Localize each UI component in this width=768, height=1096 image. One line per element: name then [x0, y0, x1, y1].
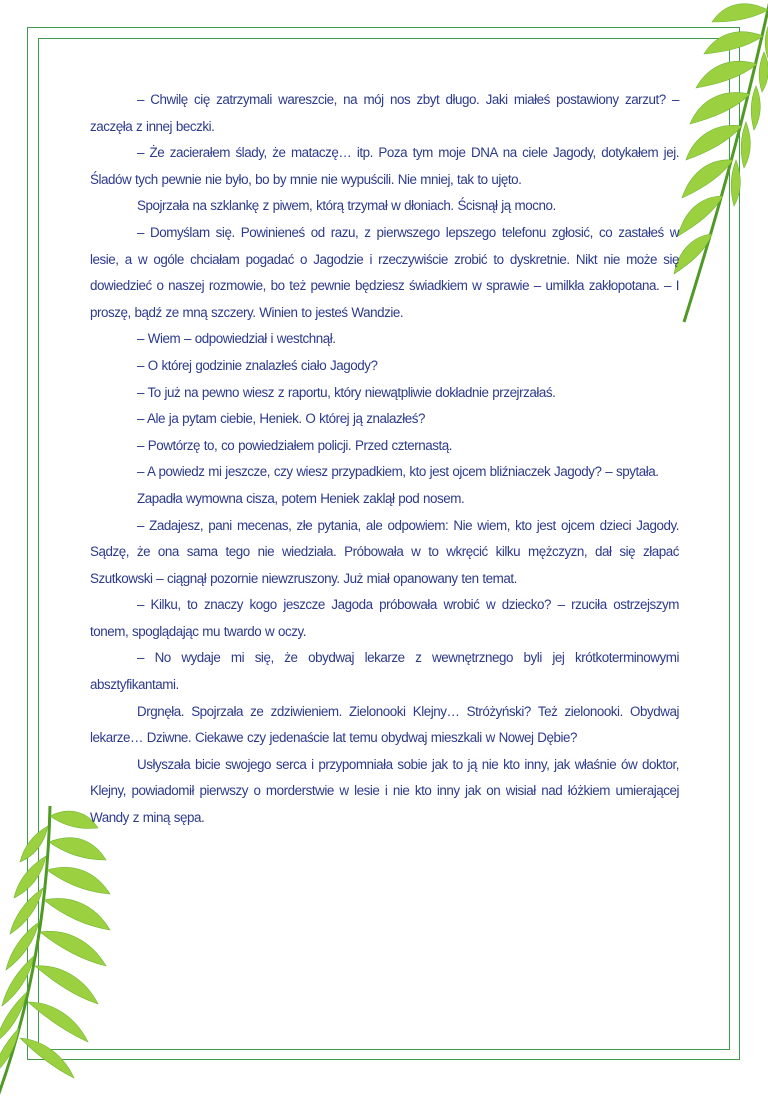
paragraph: – Że zacierałem ślady, że mataczę… itp. Poza tym moje DNA na ciele Jagody, dotykałem jej. Śladów tych pewnie nie było, bo by mnie nie wypuścili. Nie mniej, tak to ujęto. — [90, 145, 679, 187]
fern-leaf-top-right — [664, 0, 768, 322]
paragraph: – Powtórzę to, co powiedziałem policji. Przed czternastą. — [137, 437, 453, 453]
paragraph: Usłyszała bicie swojego serca i przypomniała sobie jak to ją nie kto inny, jak właśnie ów doktor, Klejny, powiadomił pierwszy o morderstwie w lesie i nie kto inny jak on wisiał nad łóżkiem umierającej Wandy z miną sępa. — [90, 756, 679, 826]
paragraph: – A powiedz mi jeszcze, czy wiesz przypadkiem, kto jest ojcem bliźniaczek Jagody? – spytała. — [137, 464, 659, 480]
paragraph: – Chwilę cię zatrzymali wareszcie, na mój nos zbyt długo. Jaki miałeś postawiony zarzut? – zaczęła z innej beczki. — [90, 92, 679, 134]
paragraph: – Zadajesz, pani mecenas, złe pytania, ale odpowiem: Nie wiem, kto jest ojcem dzieci Jagody. Sądzę, że ona sama tego nie wiedziała. Próbowała w to wkręcić kilku mężczyzn, dał się złapać Szutkowski – ciągnął pozornie niewzruszony. Już miał opanowany ten temat. — [90, 517, 679, 586]
paragraph: Zapadła wymowna cisza, potem Heniek zaklął pod nosem. — [137, 490, 465, 506]
paragraph: – Domyślam się. Powinieneś od razu, z pierwszego lepszego telefonu zgłosić, co zastałeś w lesie, a w ogóle chciałam pogadać o Jagodzie i rzeczywiście zrobić to dyskretnie. Nikt nie może się dowiedzieć o naszej rozmowie, bo też pewnie będziesz świadkiem w sprawie – umilkła zakłopotana. – I proszę, bądź ze mną szczery. Winien to jesteś Wandzie. — [90, 224, 679, 320]
story-text — [90, 87, 679, 832]
paragraph: – Wiem – odpowiedział i westchnął. — [137, 331, 336, 347]
paragraph: – No wydaje mi się, że obydwaj lekarze z wewnętrznego byli jej krótkoterminowymi absztyfikantami. — [90, 650, 679, 693]
paragraph: – Ale ja pytam ciebie, Heniek. O której ją znalazłeś? — [137, 411, 426, 427]
paragraph: – To już na pewno wiesz z raportu, który niewątpliwie dokładnie przejrzałaś. — [137, 384, 556, 400]
paragraph: – Kilku, to znaczy kogo jeszcze Jagoda próbowała wrobić w dziecko? – rzuciła ostrzejszym tonem, spoglądając mu twardo w oczy. — [90, 597, 679, 639]
paragraph: Drgnęła. Spojrzała ze zdziwieniem. Zielonooki Klejny… Stróżyński? Też zielonooki. Obydwaj lekarze… Dziwne. Ciekawe czy jedenaście lat temu obydwaj mieszkali w Nowej Dębie? — [90, 703, 679, 746]
paragraph: Spojrzała na szklankę z piwem, którą trzymał w dłoniach. Ścisnął ją mocno. — [137, 198, 556, 214]
fern-leaf-bottom-left — [0, 806, 140, 1096]
paragraph: – O której godzinie znalazłeś ciało Jagody? — [137, 357, 378, 373]
